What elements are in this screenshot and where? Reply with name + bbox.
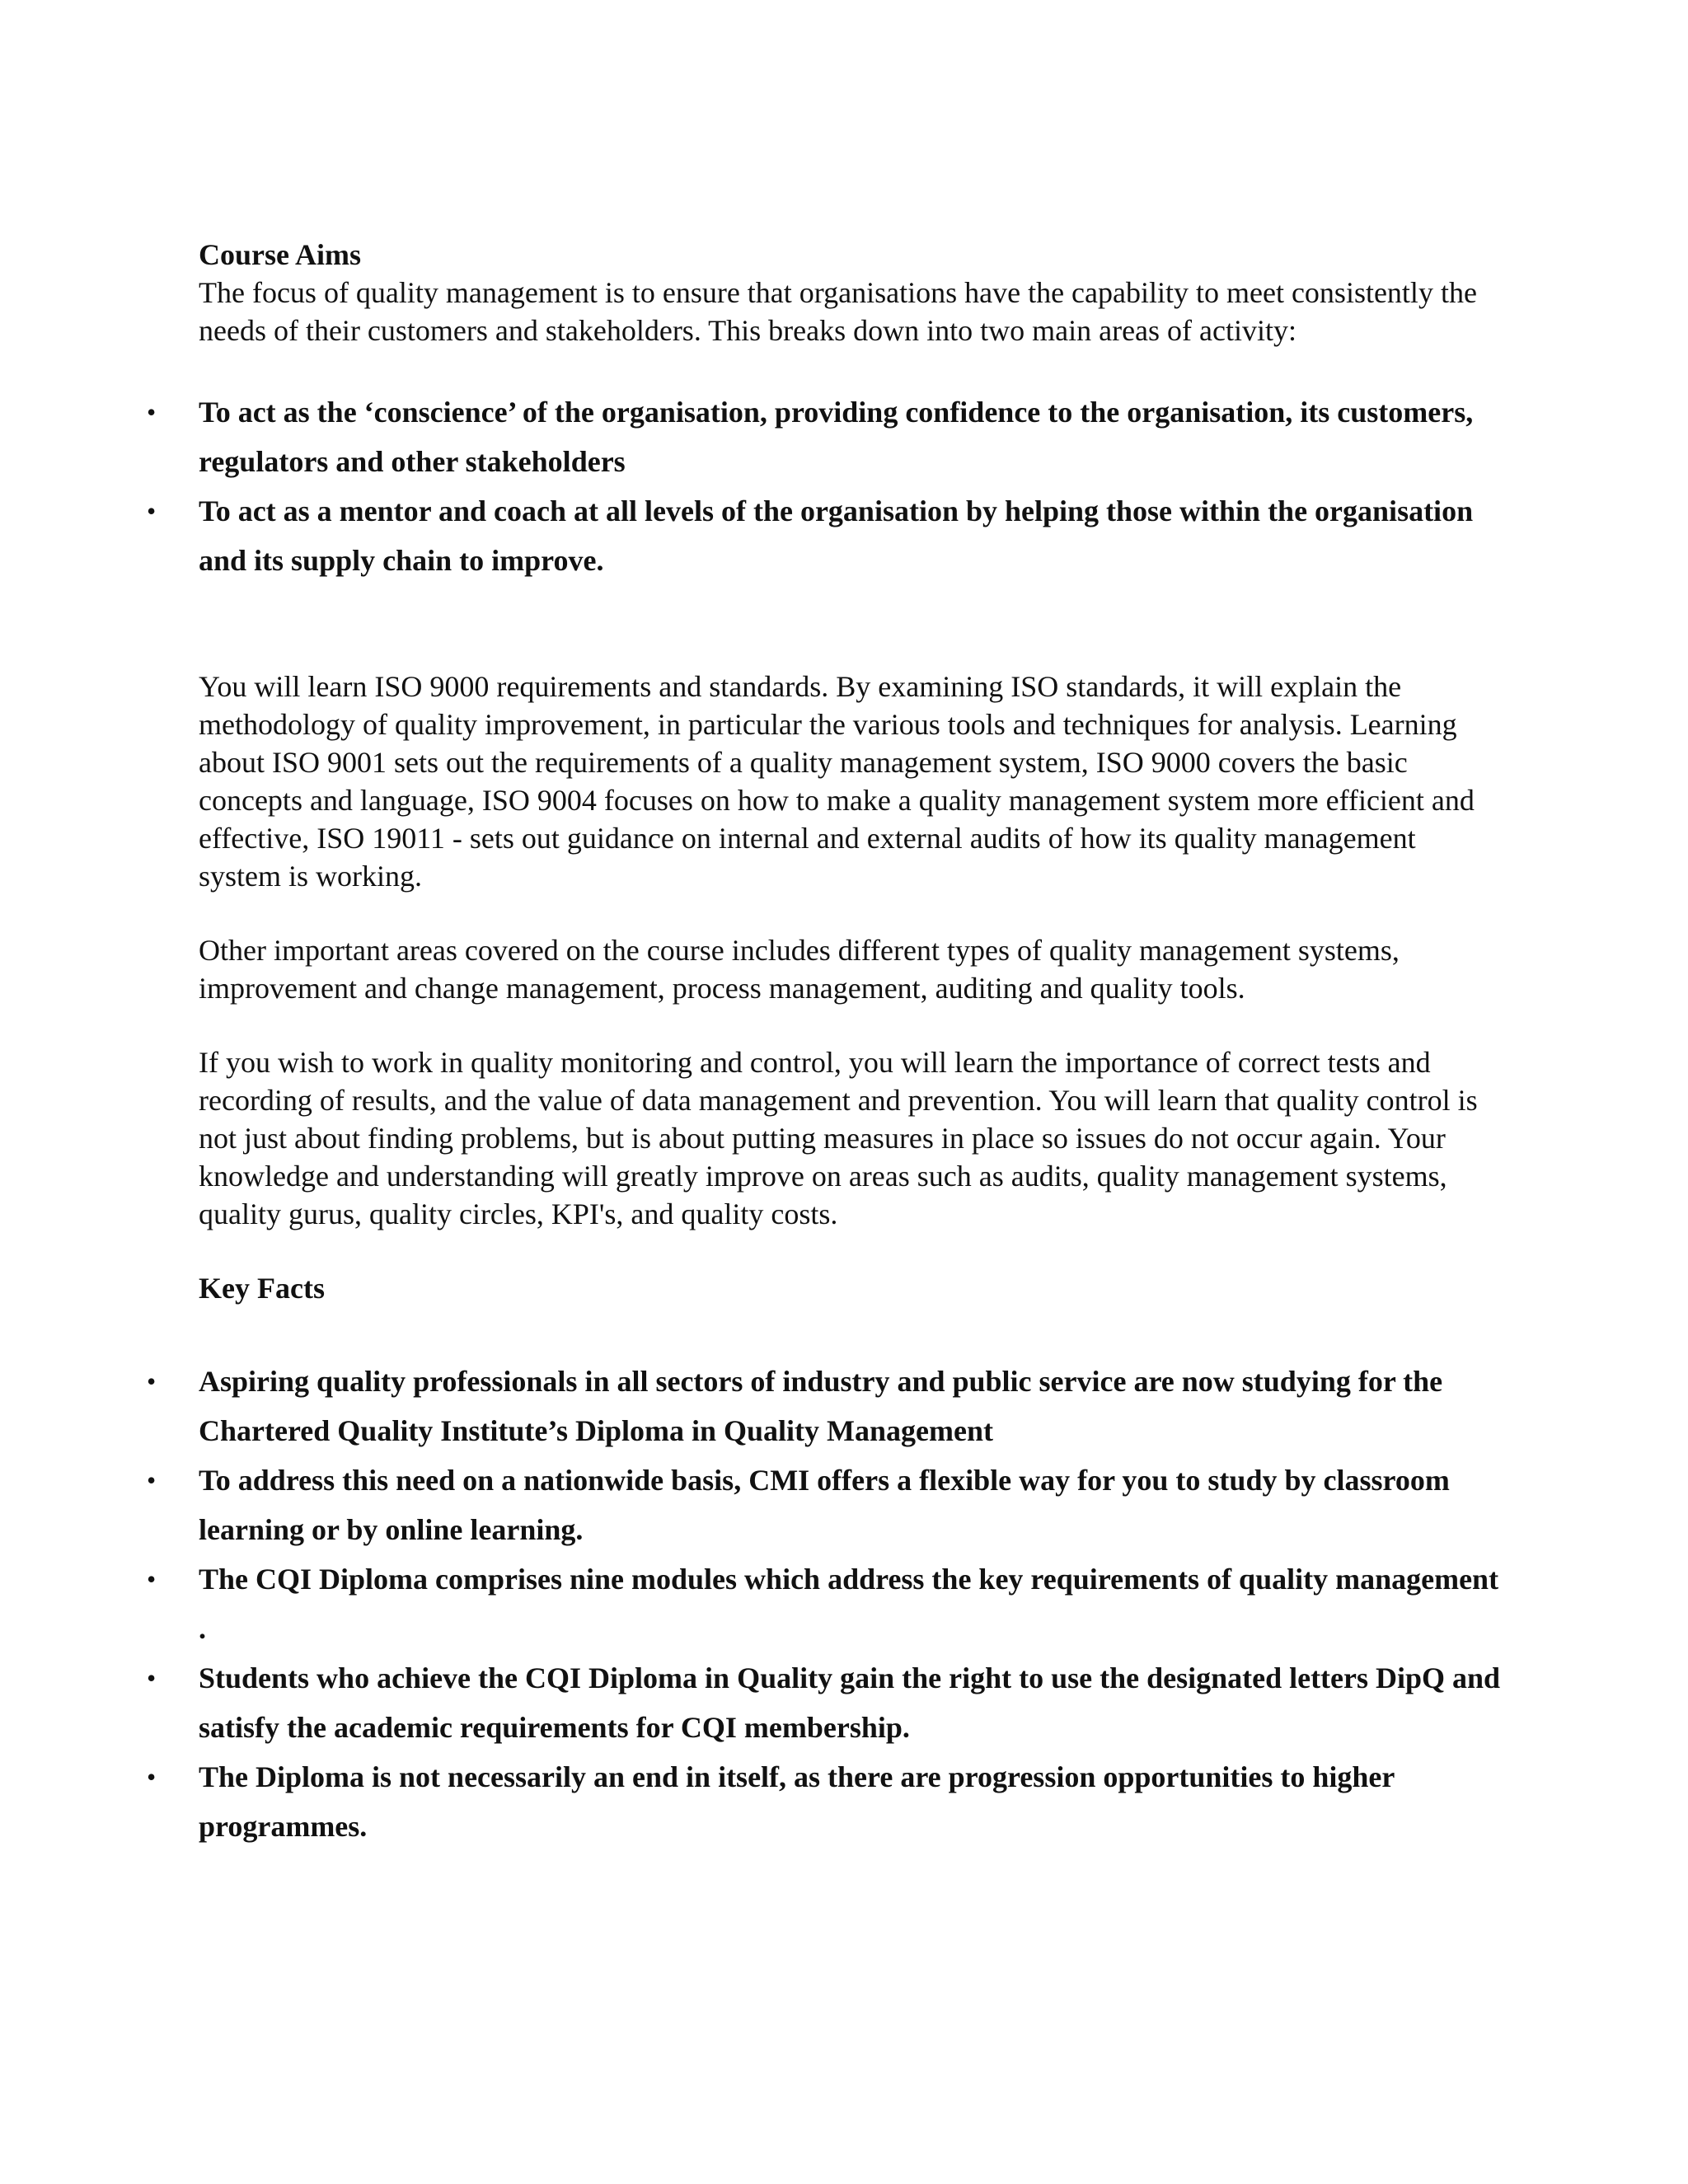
bullet-dot-icon: • bbox=[147, 1465, 157, 1495]
list-item-text: To act as a mentor and coach at all levels of the organisation by helping those within the organisation and its supply chain to improve. bbox=[199, 494, 1474, 577]
list-item bbox=[147, 1752, 1501, 1851]
list-item bbox=[147, 486, 1501, 585]
list-item-text: To address this need on a nationwide basis, CMI offers a flexible way for you to study by classroom learning or by online learning. bbox=[199, 1464, 1450, 1546]
bullet-dot-icon: • bbox=[147, 1366, 157, 1396]
document-content bbox=[147, 236, 1501, 1851]
bullet-dot-icon: • bbox=[147, 496, 157, 526]
bullet-dot-icon: • bbox=[147, 397, 157, 427]
list-item bbox=[147, 1455, 1501, 1554]
body-paragraph: You will learn ISO 9000 requirements and standards. By examining ISO standards, it will explain the methodology of quality improvement, in particular the various tools and techniques for analysis. Learning about ISO 9001 sets out the requirements of a quality management system, ISO 9000 covers the basic concepts and language, ISO 9004 focuses on how to make a quality management system more efficient and effective, ISO 19011 - sets out guidance on internal and external audits of how its quality management system is working. bbox=[199, 670, 1475, 893]
body-paragraph: Other important areas covered on the course includes different types of quality management systems, improvement and change management, process management, auditing and quality tools. bbox=[199, 934, 1400, 1005]
key-facts-heading: Key Facts bbox=[199, 1272, 325, 1305]
list-item-text: To act as the ‘conscience’ of the organisation, providing confidence to the organisation, its customers, regulators and other stakeholders bbox=[199, 396, 1474, 478]
list-item bbox=[147, 1653, 1501, 1752]
list-item-text: Students who achieve the CQI Diploma in Quality gain the right to use the designated letters DipQ and satisfy the academic requirements for CQI membership. bbox=[199, 1661, 1501, 1744]
body-paragraph: If you wish to work in quality monitoring and control, you will learn the importance of correct tests and recording of results, and the value of data management and prevention. You will learn that quality control is not just about finding problems, but is about putting measures in place so issues do not occur again. Your knowledge and understanding will greatly improve on areas such as audits, quality management systems, quality gurus, quality circles, KPI's, and quality costs. bbox=[199, 1046, 1478, 1230]
key-facts-bullets bbox=[147, 1357, 1501, 1851]
list-item bbox=[147, 1554, 1501, 1653]
course-aims-intro: The focus of quality management is to ensure that organisations have the capability to meet consistently the needs of their customers and stakeholders. This breaks down into two main areas of activity: bbox=[199, 276, 1477, 347]
course-aims-heading: Course Aims bbox=[199, 238, 361, 271]
list-item-text: Aspiring quality professionals in all sectors of industry and public service are now studying for the Chartered Quality Institute’s Diploma in Quality Management bbox=[199, 1365, 1443, 1447]
course-aims-bullets bbox=[147, 387, 1501, 585]
bullet-dot-icon: • bbox=[147, 1663, 157, 1693]
list-item-text: The CQI Diploma comprises nine modules which address the key requirements of quality management . bbox=[199, 1563, 1499, 1645]
list-item bbox=[147, 387, 1501, 486]
list-item bbox=[147, 1357, 1501, 1455]
list-item-text: The Diploma is not necessarily an end in itself, as there are progression opportunities to higher programmes. bbox=[199, 1760, 1395, 1843]
bullet-dot-icon: • bbox=[147, 1762, 157, 1792]
bullet-dot-icon: • bbox=[147, 1564, 157, 1594]
